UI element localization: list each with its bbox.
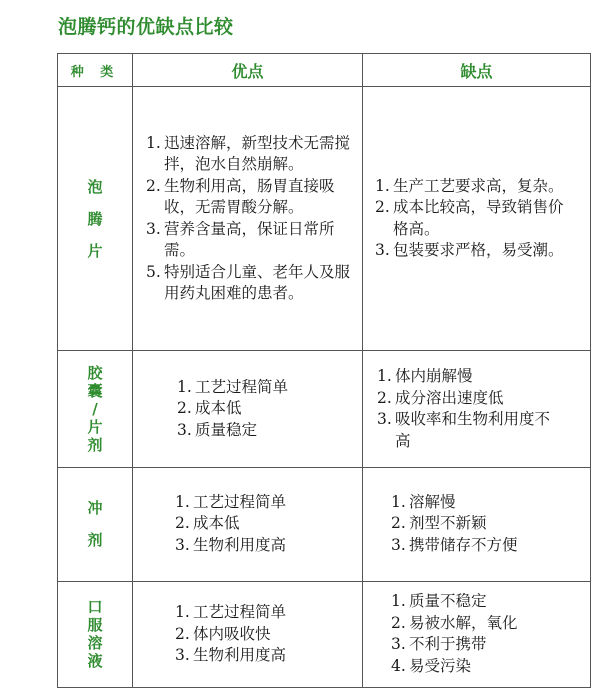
kind-cell: 口 服 溶 液	[58, 581, 133, 687]
list-item: 2. 成本低	[177, 399, 242, 418]
list-item: 2. 成分溶出速度低	[377, 388, 504, 407]
kind-cell: 冲 剂	[58, 467, 133, 581]
list-item: 1. 迅速溶解，新型技术无需搅拌，泡水自然崩解。	[146, 133, 351, 174]
list-item: 1. 工艺过程简单	[177, 377, 289, 396]
list-item: 2. 剂型不新颖	[391, 514, 487, 533]
table-row	[58, 467, 591, 581]
list-item: 1. 质量不稳定	[391, 592, 487, 611]
pros-cell	[133, 467, 363, 581]
cons-cell	[363, 87, 591, 351]
page-title: 泡腾钙的优缺点比较	[58, 16, 234, 38]
list-item: 3. 质量稳定	[177, 420, 258, 439]
header-pros: 优点	[133, 54, 363, 87]
pros-cell	[133, 581, 363, 687]
cons-cell	[363, 351, 591, 467]
header-row	[58, 54, 591, 87]
list-item: 2. 成本比较高，导致销售价格高。	[375, 198, 564, 238]
table-row	[58, 581, 591, 687]
list-item: 2. 成本低	[175, 514, 240, 533]
list-item: 1. 体内崩解慢	[377, 367, 473, 386]
list-item: 1. 溶解慢	[391, 492, 456, 511]
list-item: 1. 生产工艺要求高，复杂。	[375, 176, 564, 195]
list-item: 2. 体内吸收快	[175, 624, 271, 643]
list-item: 2. 易被水解，氧化	[391, 613, 518, 632]
list-item: 3. 吸收率和生物利用度不高	[377, 410, 551, 450]
kind-cell: 泡 腾 片	[58, 87, 133, 351]
list-item: 3. 生物利用度高	[175, 646, 287, 665]
pros-cell	[133, 87, 363, 351]
list-item: 3. 携带储存不方便	[391, 535, 518, 554]
kind-cell: 胶 囊 / 片 剂	[58, 351, 133, 467]
list-item: 2. 生物利用高，肠胃直接吸收，无需胃酸分解。	[146, 176, 335, 217]
comparison-table	[57, 53, 591, 688]
list-item: 3. 生物利用度高	[175, 535, 287, 554]
header-kind: 种 类	[58, 54, 133, 87]
list-item: 3. 营养含量高，保证日常所需。	[146, 219, 335, 260]
list-item: 5. 特别适合儿童、老年人及服用药丸困难的患者。	[146, 262, 351, 303]
pros-cell	[133, 351, 363, 467]
list-item: 4. 易受污染	[391, 656, 472, 675]
cons-cell	[363, 581, 591, 687]
list-item: 1. 工艺过程简单	[175, 603, 287, 622]
list-item: 3. 不利于携带	[391, 635, 487, 654]
list-item: 3. 包装要求严格，易受潮。	[375, 241, 564, 260]
list-item: 1. 工艺过程简单	[175, 492, 287, 511]
table-row	[58, 87, 591, 351]
table-row	[58, 351, 591, 467]
cons-cell	[363, 467, 591, 581]
header-cons: 缺点	[363, 54, 591, 87]
